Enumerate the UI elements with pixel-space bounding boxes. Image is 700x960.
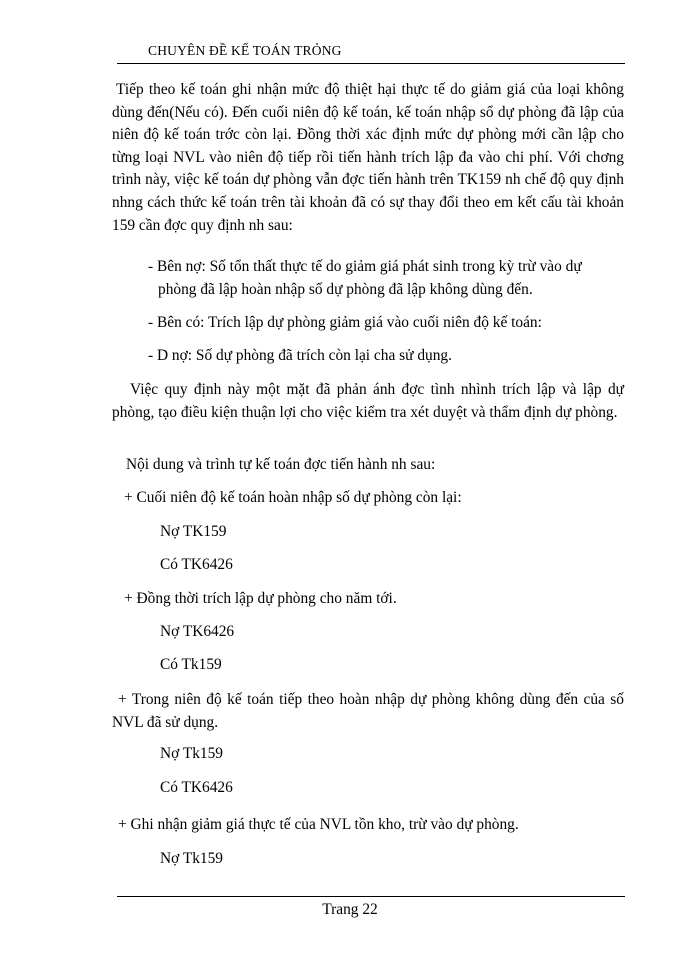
page-header-title: CHUYÊN ĐỀ KẾ TOÁN TRỎNG: [148, 43, 342, 58]
balance-line: - D nợ: Số dự phòng đã trích còn lại cha sử dụng.: [148, 347, 452, 364]
procedure-intro: Nội dung và trình tự kế toán đợc tiến hành nh sau:: [126, 456, 436, 473]
step-4-text: + Ghi nhận giảm giá thực tế của NVL tồn kho, trừ vào dự phòng.: [118, 816, 519, 833]
step-1-credit-entry: Có TK6426: [160, 556, 233, 573]
debit-side-line-1: - Bên nợ: Số tổn thất thực tế do giảm giá phát sinh trong kỳ trừ vào dự: [148, 258, 582, 275]
footer-rule: [117, 896, 625, 897]
step-1-text: + Cuối niên độ kế toán hoàn nhập số dự phòng còn lại:: [124, 489, 462, 506]
step-2-text: + Đồng thời trích lập dự phòng cho năm tới.: [124, 590, 397, 607]
step-3-credit-entry: Có TK6426: [160, 779, 233, 796]
header-rule: [117, 63, 625, 64]
step-4-debit-entry: Nợ Tk159: [160, 850, 224, 867]
step-3-debit-entry: Nợ Tk159: [160, 745, 224, 762]
paragraph-provision-recording: Tiếp theo kế toán ghi nhận mức độ thiệt hại thực tế do giảm giá của loại không dùng đến(Nếu có). Đến cuối niên độ kế toán, kế toán nhập sổ dự phòng đã lập của niên độ kế toán trớc còn lại. Đồng thời xác định mức dự phòng mới cần lập cho từng loại NVL vào niên độ tiếp rồi tiến hành trích lập đa vào chi phí. Với chơng trình này, việc kế toán dự phòng vẫn đợc tiến hành trên TK159 nh chế độ quy định nhng cách thức kế toán trên tài khoản đã có sự thay đổi theo em kết cấu tài khoản 159 cần đợc quy định nh sau:: [112, 81, 624, 234]
step-2-credit-entry: Có Tk159: [160, 656, 222, 673]
step-1-debit-entry: Nợ TK159: [160, 523, 227, 540]
credit-side-line: - Bên có: Trích lập dự phòng giảm giá vào cuối niên độ kế toán:: [148, 314, 542, 331]
step-3-text: + Trong niên độ kế toán tiếp theo hoàn nhập dự phòng không dùng đến của số NVL đã sử dụng.: [112, 691, 624, 731]
paragraph-regulation-effect: Việc quy định này một mặt đã phản ánh đợc tình nhình trích lập và lập dự phòng, tạo điều kiện thuận lợi cho việc kiểm tra xét duyệt và thẩm định dự phòng.: [112, 381, 624, 421]
debit-side-line-2: phòng đã lập hoàn nhập số dự phòng đã lập không dùng đến.: [158, 281, 533, 298]
step-2-debit-entry: Nợ TK6426: [160, 623, 235, 640]
page-number: Trang 22: [322, 901, 378, 918]
